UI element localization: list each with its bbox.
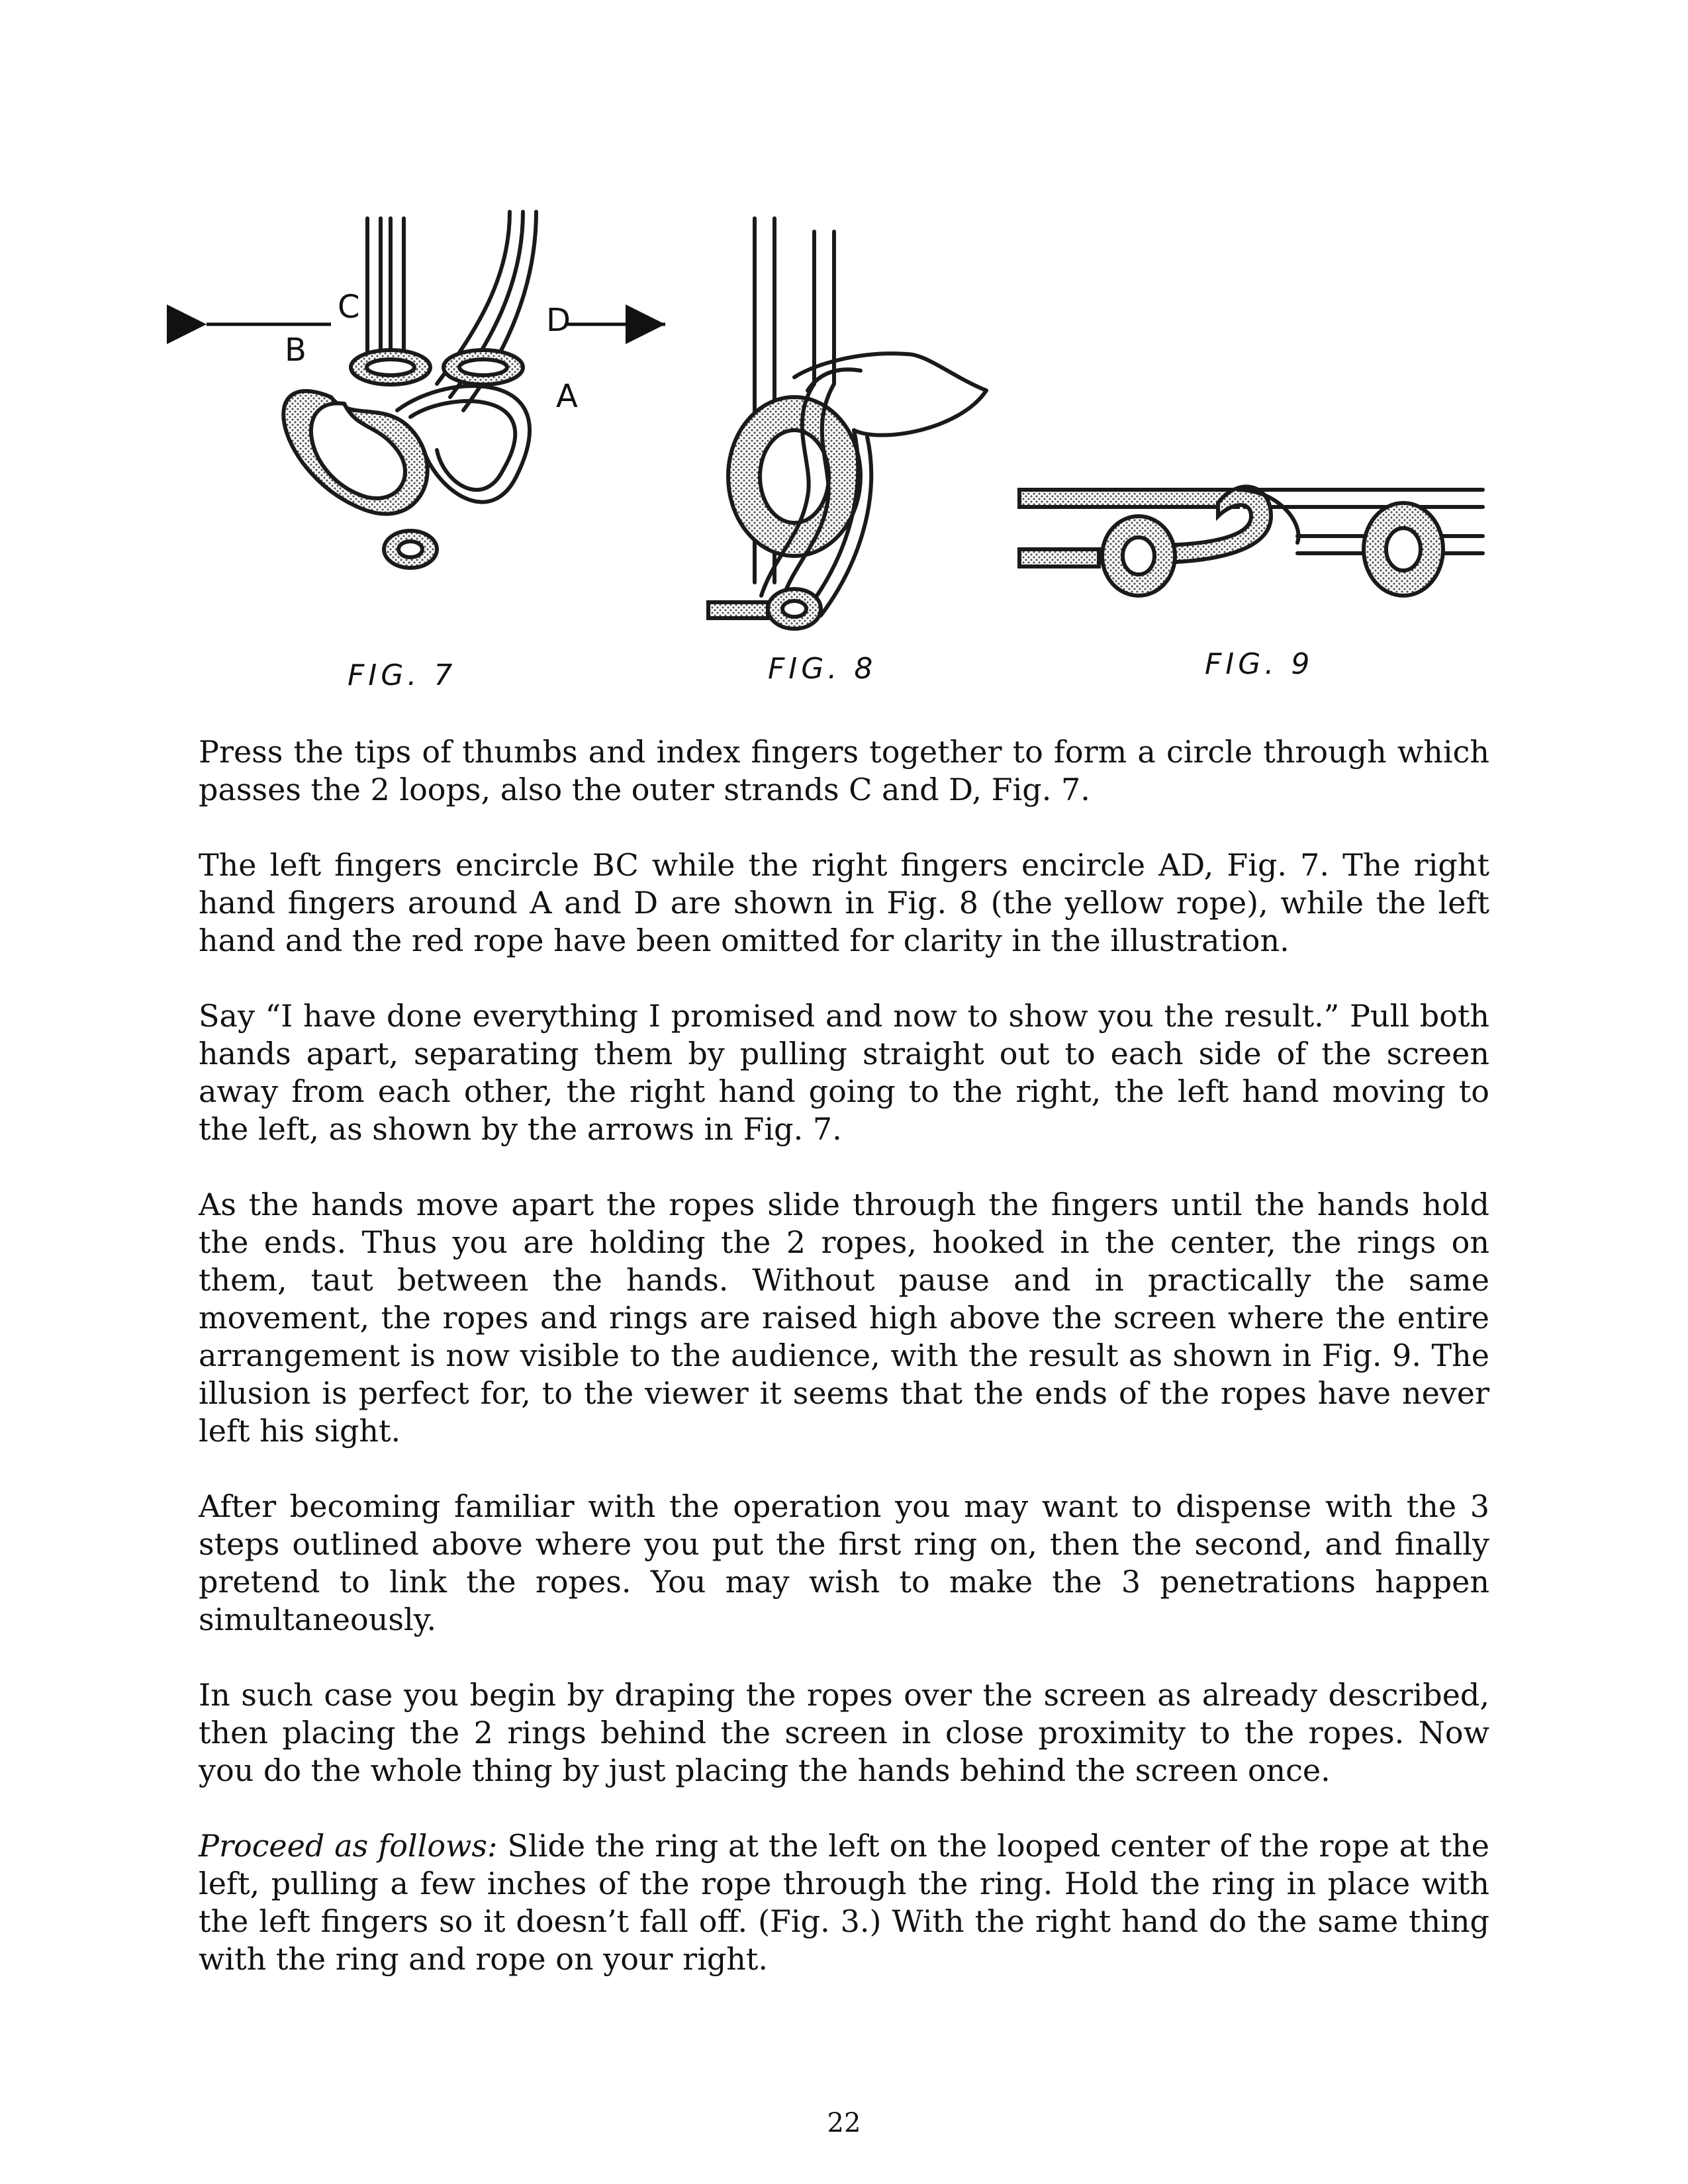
paragraph-7 [199,1827,1489,1978]
figure-7-caption: FIG. 7 [348,659,457,692]
figure-9-caption: FIG. 9 [1205,647,1314,681]
figure-9-illustration [1019,463,1496,635]
paragraph-text: As the hands move apart the ropes slide through the fingers until the hands hold the ends. Thus you are holding the 2 ropes, hooked in the center, the rings on them, taut between the hands. Without pause and in practically the same movement, the ropes and rings are raised high above the screen where the entire arrangement is now visible to the audience, with the result as shown in Fig. 9. The illusion is perfect for, to the viewer it seems that the ends of the ropes have never left his sight. [199,1187,1489,1449]
paragraph-text: The left fingers encircle BC while the right fingers encircle AD, Fig. 7. The right hand fingers around A and D are shown in Fig. 8 (the yellow rope), while the left hand and the red rope have been omitted for clarity in the illustration. [199,847,1489,958]
page-number: 22 [827,2108,861,2138]
paragraph-text: Press the tips of thumbs and index fingers together to form a circle through which passes the 2 loops, also the outer strands C and D, Fig. 7. [199,734,1489,807]
paragraph-5 [199,1488,1489,1639]
paragraph-4 [199,1186,1489,1450]
figure-8-caption: FIG. 8 [768,652,877,686]
fig7-label-b: B [285,332,306,369]
figure-7-illustration [199,199,578,569]
fig7-label-d: D [546,302,571,339]
paragraph-6 [199,1676,1489,1790]
paragraph-text: Slide the ring at the left on the looped center of the rope at the left, pulling a few inches of the rope through the ring. Hold the ring in place with the left fingers so it doesn’t fall off. (Fig. 3.) With the right hand do the same thing with the ring and rope on your right. [199,1828,1490,1977]
paragraph-text: In such case you begin by draping the ropes over the screen as already described, then placing the 2 rings behind the screen in close proximity to the ropes. Now you do the whole thing by just placing the hands behind the screen once. [199,1677,1489,1788]
paragraph-1 [199,733,1489,809]
body-text [199,733,1489,2016]
figure-8-illustration [708,212,1026,649]
paragraph-lead: Proceed as follows: [199,1828,498,1864]
paragraph-text: After becoming familiar with the operation you may want to dispense with the 3 steps outlined above where you put the first ring on, then the second, and finally pretend to link the ropes. You may wish to make the 3 penetrations happen simultaneously. [199,1488,1489,1637]
paragraph-3 [199,997,1489,1148]
paragraph-text: Say “I have done everything I promised and now to show you the result.” Pull both hands apart, separating them by pulling straight out to each side of the screen away from each other, the right hand going to the right, the left hand moving to the left, as shown by the arrows in Fig. 7. [199,998,1489,1147]
fig7-label-a: A [556,378,578,415]
fig7-label-c: C [338,289,360,326]
paragraph-2 [199,846,1489,960]
